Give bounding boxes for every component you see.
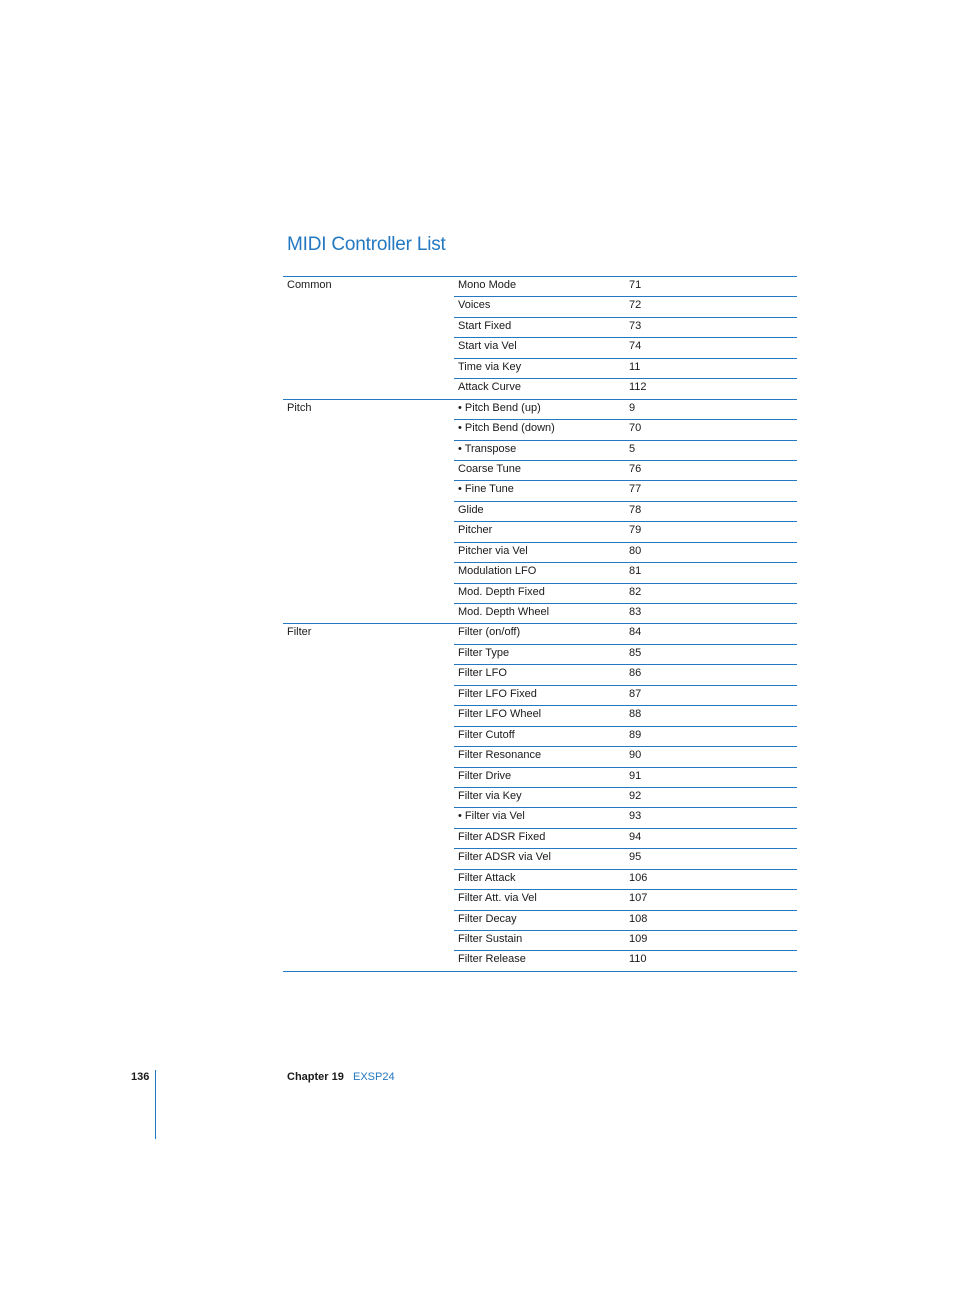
chapter-label: Chapter 19 <box>287 1071 344 1083</box>
controller-number: 88 <box>625 706 797 726</box>
controller-number: 81 <box>625 563 797 583</box>
parameter-name: Filter (on/off) <box>454 624 625 644</box>
controller-number: 109 <box>625 931 797 951</box>
controller-number: 112 <box>625 379 797 399</box>
controller-number: 77 <box>625 481 797 501</box>
group-label: Filter <box>283 624 454 971</box>
controller-number: 91 <box>625 767 797 787</box>
parameter-name: Coarse Tune <box>454 460 625 480</box>
parameter-name: Start via Vel <box>454 338 625 358</box>
parameter-name: Mod. Depth Fixed <box>454 583 625 603</box>
controller-number: 95 <box>625 849 797 869</box>
controller-number: 84 <box>625 624 797 644</box>
controller-number: 74 <box>625 338 797 358</box>
parameter-name: Filter ADSR Fixed <box>454 828 625 848</box>
midi-controller-table-container <box>283 276 797 972</box>
parameter-name: Voices <box>454 297 625 317</box>
parameter-name: Modulation LFO <box>454 563 625 583</box>
parameter-name: Filter Release <box>454 951 625 971</box>
table-row <box>283 277 797 297</box>
controller-number: 106 <box>625 869 797 889</box>
parameter-name: • Pitch Bend (down) <box>454 420 625 440</box>
parameter-name: Filter Att. via Vel <box>454 890 625 910</box>
controller-number: 87 <box>625 685 797 705</box>
controller-number: 11 <box>625 358 797 378</box>
parameter-name: • Transpose <box>454 440 625 460</box>
group-label: Pitch <box>283 399 454 624</box>
controller-number: 92 <box>625 787 797 807</box>
table-row <box>283 399 797 419</box>
parameter-name: Filter LFO Wheel <box>454 706 625 726</box>
controller-number: 79 <box>625 522 797 542</box>
controller-number: 83 <box>625 604 797 624</box>
parameter-name: Filter LFO <box>454 665 625 685</box>
controller-number: 71 <box>625 277 797 297</box>
parameter-name: • Fine Tune <box>454 481 625 501</box>
controller-number: 85 <box>625 644 797 664</box>
parameter-name: Filter via Key <box>454 787 625 807</box>
controller-number: 73 <box>625 317 797 337</box>
parameter-name: • Filter via Vel <box>454 808 625 828</box>
midi-controller-table <box>283 276 797 972</box>
parameter-name: • Pitch Bend (up) <box>454 399 625 419</box>
parameter-name: Filter Sustain <box>454 931 625 951</box>
controller-number: 90 <box>625 747 797 767</box>
parameter-name: Pitcher via Vel <box>454 542 625 562</box>
parameter-name: Start Fixed <box>454 317 625 337</box>
controller-number: 78 <box>625 501 797 521</box>
controller-number: 93 <box>625 808 797 828</box>
controller-number: 110 <box>625 951 797 971</box>
parameter-name: Pitcher <box>454 522 625 542</box>
chapter-title-link[interactable]: EXSP24 <box>353 1071 395 1083</box>
controller-number: 89 <box>625 726 797 746</box>
parameter-name: Filter LFO Fixed <box>454 685 625 705</box>
parameter-name: Filter Drive <box>454 767 625 787</box>
midi-controller-table-body <box>283 277 797 972</box>
controller-number: 72 <box>625 297 797 317</box>
controller-number: 70 <box>625 420 797 440</box>
parameter-name: Filter Decay <box>454 910 625 930</box>
parameter-name: Filter ADSR via Vel <box>454 849 625 869</box>
parameter-name: Filter Cutoff <box>454 726 625 746</box>
parameter-name: Attack Curve <box>454 379 625 399</box>
group-label: Common <box>283 277 454 400</box>
controller-number: 94 <box>625 828 797 848</box>
parameter-name: Glide <box>454 501 625 521</box>
parameter-name: Mono Mode <box>454 277 625 297</box>
table-row <box>283 624 797 644</box>
controller-number: 80 <box>625 542 797 562</box>
parameter-name: Time via Key <box>454 358 625 378</box>
page-title: MIDI Controller List <box>287 234 446 255</box>
controller-number: 108 <box>625 910 797 930</box>
controller-number: 86 <box>625 665 797 685</box>
footer-divider <box>155 1070 156 1139</box>
parameter-name: Filter Attack <box>454 869 625 889</box>
controller-number: 76 <box>625 460 797 480</box>
page-number: 136 <box>131 1071 150 1083</box>
controller-number: 107 <box>625 890 797 910</box>
controller-number: 9 <box>625 399 797 419</box>
controller-number: 82 <box>625 583 797 603</box>
parameter-name: Mod. Depth Wheel <box>454 604 625 624</box>
controller-number: 5 <box>625 440 797 460</box>
parameter-name: Filter Resonance <box>454 747 625 767</box>
parameter-name: Filter Type <box>454 644 625 664</box>
